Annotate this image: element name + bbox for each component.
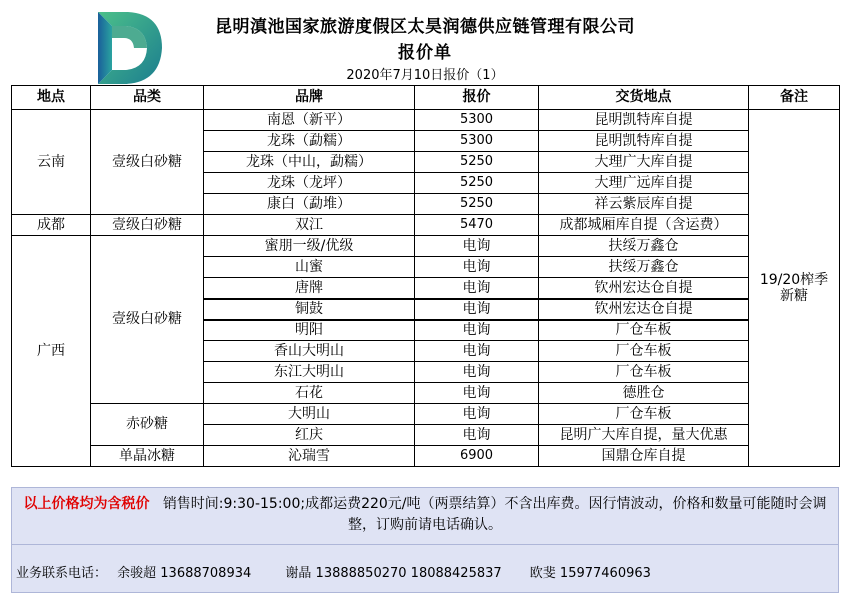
brand-cell: 东江大明山 xyxy=(204,362,415,383)
delivery-cell: 扶绥万鑫仓 xyxy=(539,236,749,257)
header-brand: 品牌 xyxy=(204,86,415,110)
table-row xyxy=(12,215,840,236)
brand-cell: 南恩（新平） xyxy=(204,110,415,131)
remark-cell xyxy=(749,110,840,467)
delivery-cell: 钦州宏达仓自提 xyxy=(539,299,749,320)
price-cell: 5300 xyxy=(415,110,539,131)
category-cell: 赤砂糖 xyxy=(91,404,204,446)
category-cell: 壹级白砂糖 xyxy=(91,215,204,236)
delivery-cell: 钦州宏达仓自提 xyxy=(539,278,749,299)
tax-note: 以上价格均为含税价 xyxy=(23,496,150,512)
table-row xyxy=(12,110,840,131)
delivery-cell: 昆明凯特库自提 xyxy=(539,110,749,131)
header-price: 报价 xyxy=(415,86,539,110)
delivery-cell: 昆明广大库自提，量大优惠 xyxy=(539,425,749,446)
table-header-row xyxy=(12,86,840,110)
contact-person-2: 谢晶 13888850270 18088425837 xyxy=(285,566,502,581)
category-cell: 壹级白砂糖 xyxy=(91,236,204,404)
price-cell: 5470 xyxy=(415,215,539,236)
brand-cell: 康白（勐堆） xyxy=(204,194,415,215)
brand-cell: 明阳 xyxy=(204,320,415,341)
delivery-cell: 德胜仓 xyxy=(539,383,749,404)
company-name: 昆明滇池国家旅游度假区太昊润德供应链管理有限公司 xyxy=(215,17,635,37)
price-cell: 电询 xyxy=(415,383,539,404)
price-cell: 电询 xyxy=(415,320,539,341)
price-cell: 电询 xyxy=(415,236,539,257)
price-table xyxy=(11,85,840,467)
brand-cell: 双江 xyxy=(204,215,415,236)
contact-label: 业务联系电话： xyxy=(16,566,108,581)
contact-person-1: 余骏超 13688708934 xyxy=(117,566,252,581)
delivery-cell: 大理广大库自提 xyxy=(539,152,749,173)
price-cell: 电询 xyxy=(415,404,539,425)
location-cell: 成都 xyxy=(12,215,91,236)
delivery-cell: 厂仓车板 xyxy=(539,320,749,341)
notice-text: 销售时间:9:30-15:00;成都运费220元/吨（两票结算）不含出库费。因行情波动，价格和数量可能随时会调整，订购前请电话确认。 xyxy=(162,496,827,533)
category-cell: 单晶冰糖 xyxy=(91,446,204,467)
price-cell: 电询 xyxy=(415,257,539,278)
brand-cell: 山蜜 xyxy=(204,257,415,278)
brand-cell: 大明山 xyxy=(204,404,415,425)
brand-cell: 石花 xyxy=(204,383,415,404)
delivery-cell: 扶绥万鑫仓 xyxy=(539,257,749,278)
price-cell: 电询 xyxy=(415,362,539,383)
price-cell: 电询 xyxy=(415,341,539,362)
delivery-cell: 厂仓车板 xyxy=(539,362,749,383)
delivery-cell: 国鼎仓库自提 xyxy=(539,446,749,467)
header-remark: 备注 xyxy=(749,86,840,110)
price-cell: 5250 xyxy=(415,152,539,173)
brand-cell: 沁瑞雪 xyxy=(204,446,415,467)
price-cell: 6900 xyxy=(415,446,539,467)
price-cell: 电询 xyxy=(415,278,539,299)
location-cell: 广西 xyxy=(12,236,91,467)
header-delivery: 交货地点 xyxy=(539,86,749,110)
delivery-cell: 成都城厢库自提（含运费） xyxy=(539,215,749,236)
location-cell: 云南 xyxy=(12,110,91,215)
price-cell: 5300 xyxy=(415,131,539,152)
delivery-cell: 大理广远库自提 xyxy=(539,173,749,194)
table-row xyxy=(12,404,840,425)
header-location: 地点 xyxy=(12,86,91,110)
delivery-cell: 祥云紫辰库自提 xyxy=(539,194,749,215)
brand-cell: 龙珠（龙坪） xyxy=(204,173,415,194)
delivery-cell: 昆明凯特库自提 xyxy=(539,131,749,152)
contact-bar xyxy=(11,545,839,593)
brand-cell: 龙珠（勐糯） xyxy=(204,131,415,152)
quote-date: 2020年7月10日报价（1） xyxy=(346,68,504,83)
price-cell: 5250 xyxy=(415,173,539,194)
header-category: 品类 xyxy=(91,86,204,110)
contact-person-3: 欧斐 15977460963 xyxy=(529,566,651,581)
brand-cell: 铜鼓 xyxy=(204,299,415,320)
remark-text: 19/20榨季新糖 xyxy=(759,271,829,304)
table-row xyxy=(12,236,840,257)
brand-cell: 红庆 xyxy=(204,425,415,446)
document-title: 报价单 xyxy=(398,43,452,63)
notice-box xyxy=(11,487,839,545)
brand-cell: 龙珠（中山，勐糯） xyxy=(204,152,415,173)
brand-cell: 蜜朋一级/优级 xyxy=(204,236,415,257)
delivery-cell: 厂仓车板 xyxy=(539,404,749,425)
delivery-cell: 厂仓车板 xyxy=(539,341,749,362)
brand-cell: 唐牌 xyxy=(204,278,415,299)
category-cell: 壹级白砂糖 xyxy=(91,110,204,215)
table-row xyxy=(12,446,840,467)
price-cell: 电询 xyxy=(415,299,539,320)
price-cell: 电询 xyxy=(415,425,539,446)
brand-cell: 香山大明山 xyxy=(204,341,415,362)
price-cell: 5250 xyxy=(415,194,539,215)
